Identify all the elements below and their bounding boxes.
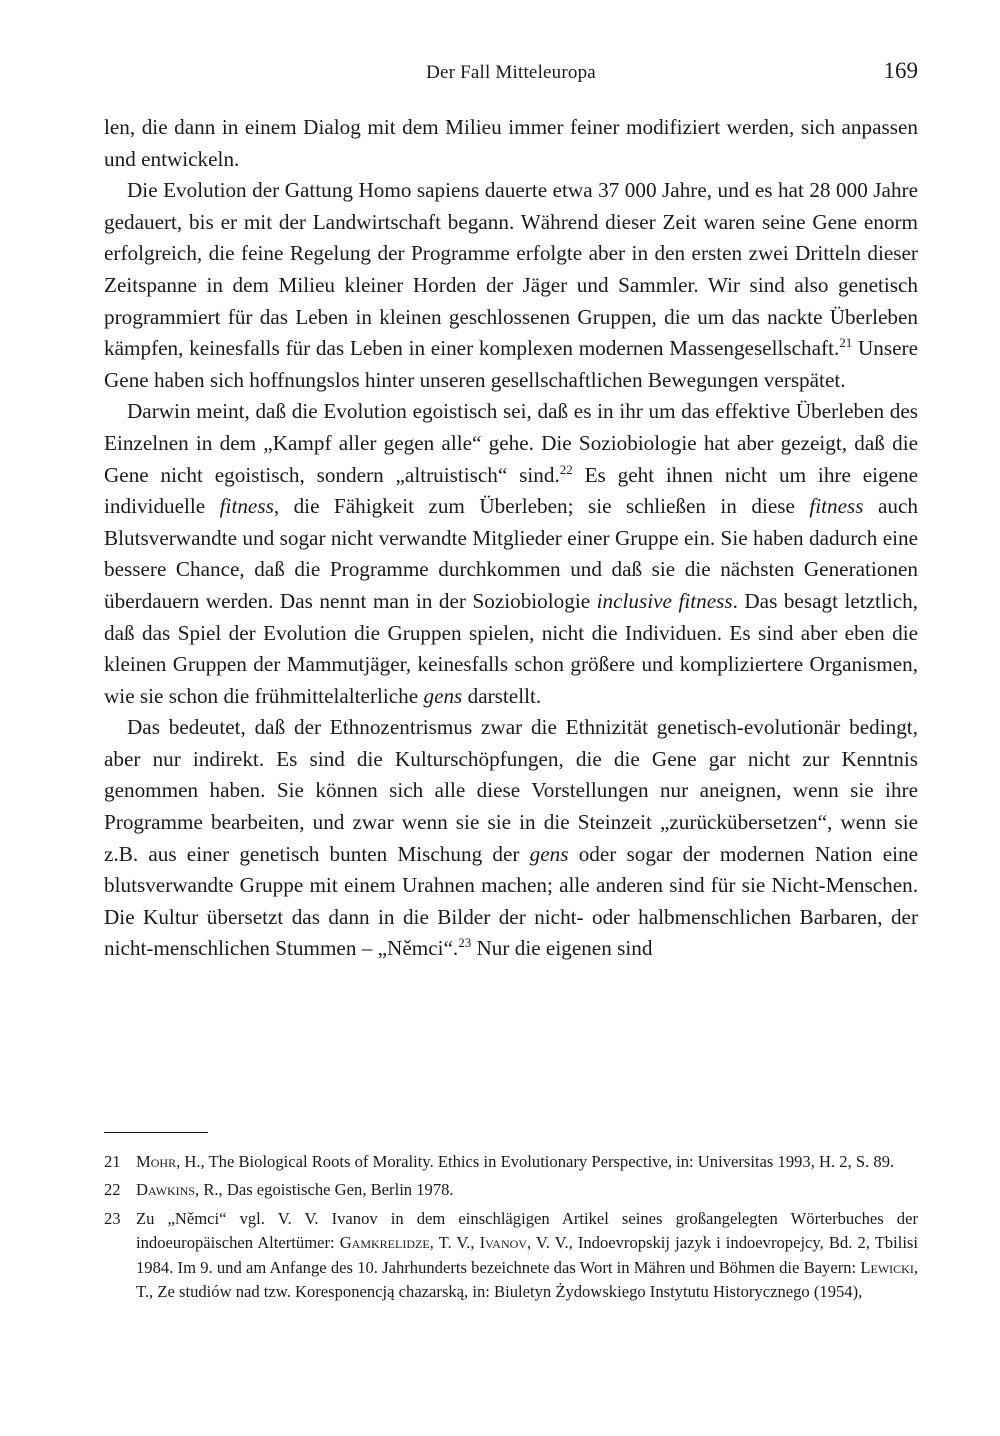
author-name: Dawkins (136, 1180, 196, 1200)
italic-term: gens (529, 841, 569, 866)
running-title: Der Fall Mitteleuropa (426, 62, 596, 83)
paragraph-1: len, die dann in einem Dialog mit dem Milieu immer feiner modifiziert werden, sich anpassen und entwickeln. (104, 115, 918, 171)
footnote-ref-22: 22 (559, 461, 573, 477)
paragraph-4: Das bedeutet, daß der Ethnozentrismus zwar die Ethnizität genetisch-evolutionär bedingt, aber nur indirekt. Es sind die Kulturschöpfungen, die die Gene gar nicht zur Kenntnis genommen haben. Sie können sich alle diese Vorstellungen nur aneignen, wenn sie ihre Programme bearbeiten, und zwar wenn sie sie in die Steinzeit „zurückübersetzen“, wenn sie z.B. aus einer genetisch bunten Mischung der gens oder sogar der modernen Nation eine blutsverwandte Gruppe mit einem Urahnen machen; alle anderen sind für sie Nicht-Menschen. Die Kultur übersetzt das dann in die Bilder der nicht- oder halbmenschlichen Barbaren, der nicht-menschlichen Stummen – „Němci“.$^{23}$ Nur die eigenen sind (104, 715, 918, 961)
footnote-22: 22 Dawkins, R., Das egoistische Gen, Berlin 1978. (104, 1178, 918, 1202)
italic-term: fitness (809, 494, 864, 519)
paragraph-3: Darwin meint, daß die Evolution egoistisch sei, daß es in ihr um das effektive Überleben des Einzelnen in dem „Kampf aller gegen alle“ gehe. Die Soziobiologie hat aber gezeigt, daß die Gene nicht egoistisch, sondern „altruistisch“ sind.$^{22}$ Es geht ihnen nicht um ihre eigene individuelle fitness, die Fähigkeit zum Überleben; sie schließen in diese fitness auch Blutsverwandte und sogar nicht verwandte Mitglieder einer Gruppe ein. Sie haben dadurch eine bessere Chance, daß die Programme durchkommen und daß sie die nächsten Generationen überdauern werden. Das nennt man in der Soziobiologie inclusive fitness. Das besagt letztlich, daß das Spiel der Evolution die Gruppen spielen, nicht die Individuen. Es sind aber eben die kleinen Gruppen der Mammutjäger, keinesfalls schon größere und kompliziertere Organismen, wie sie schon die frühmittelalterliche gens darstellt. (104, 399, 918, 708)
footnote-ref-23: 23 (458, 935, 472, 951)
italic-term: fitness (219, 494, 274, 519)
footnote-divider (104, 1132, 208, 1133)
footnote-21: 21 Mohr, H., The Biological Roots of Morality. Ethics in Evolutionary Perspective, in: Universitas 1993, H. 2, S. 89. (104, 1150, 918, 1174)
paragraph-2: Die Evolution der Gattung Homo sapiens dauerte etwa 37 000 Jahre, und es hat 28 000 Jahre gedauert, bis er mit der Landwirtschaft begann. Während dieser Zeit waren seine Gene enorm erfolgreich, die feine Regelung der Programme erfolgte aber in den ersten zwei Dritteln dieser Zeitspanne in dem Milieu kleiner Horden der Jäger und Sammler. Wir sind also genetisch programmiert für das Leben in kleinen geschlossenen Gruppen, die um das nackte Überleben kämpfen, keinesfalls für das Leben in einer komplexen modernen Massengesellschaft.$^{21}$ Unsere Gene haben sich hoffnungslos hinter unseren gesellschaftlichen Bewegungen verspätet. (104, 178, 918, 392)
page-number: 169 (883, 58, 918, 83)
footnote-number: 21 (104, 1152, 121, 1171)
author-name: Ivanov (479, 1233, 527, 1253)
running-head (104, 58, 918, 90)
footnotes (104, 1150, 918, 1308)
italic-term: inclusive fitness (596, 588, 733, 613)
author-name: Gamkrelidze (339, 1233, 430, 1253)
body-text (104, 112, 918, 965)
footnote-number: 22 (104, 1180, 121, 1200)
footnote-ref-21: 21 (839, 335, 853, 351)
footnote-number: 23 (104, 1208, 121, 1228)
author-name: Lewicki (860, 1257, 914, 1277)
author-name: Mohr (136, 1152, 177, 1171)
footnote-23: 23 Zu „Němci“ vgl. V. V. Ivanov in dem einschlägigen Artikel seines großangelegten Wörterbuches der indoeuropäischen Altertümer: Gamkrelidze, T. V., Ivanov, V. V., Indoevropskij jazyk i indoevropejcy, Bd. 2, Tbilisi 1984. Im 9. und am Anfange des 10. Jahrhunderts bezeichnete das Wort in Mähren und Böhmen die Bayern: Lewicki, T., Ze studiów nad tzw. Koresponencją chazarską, in: Biuletyn Żydowskiego Instytutu Historycznego (1954), (104, 1208, 918, 1302)
italic-term: gens (423, 683, 463, 708)
